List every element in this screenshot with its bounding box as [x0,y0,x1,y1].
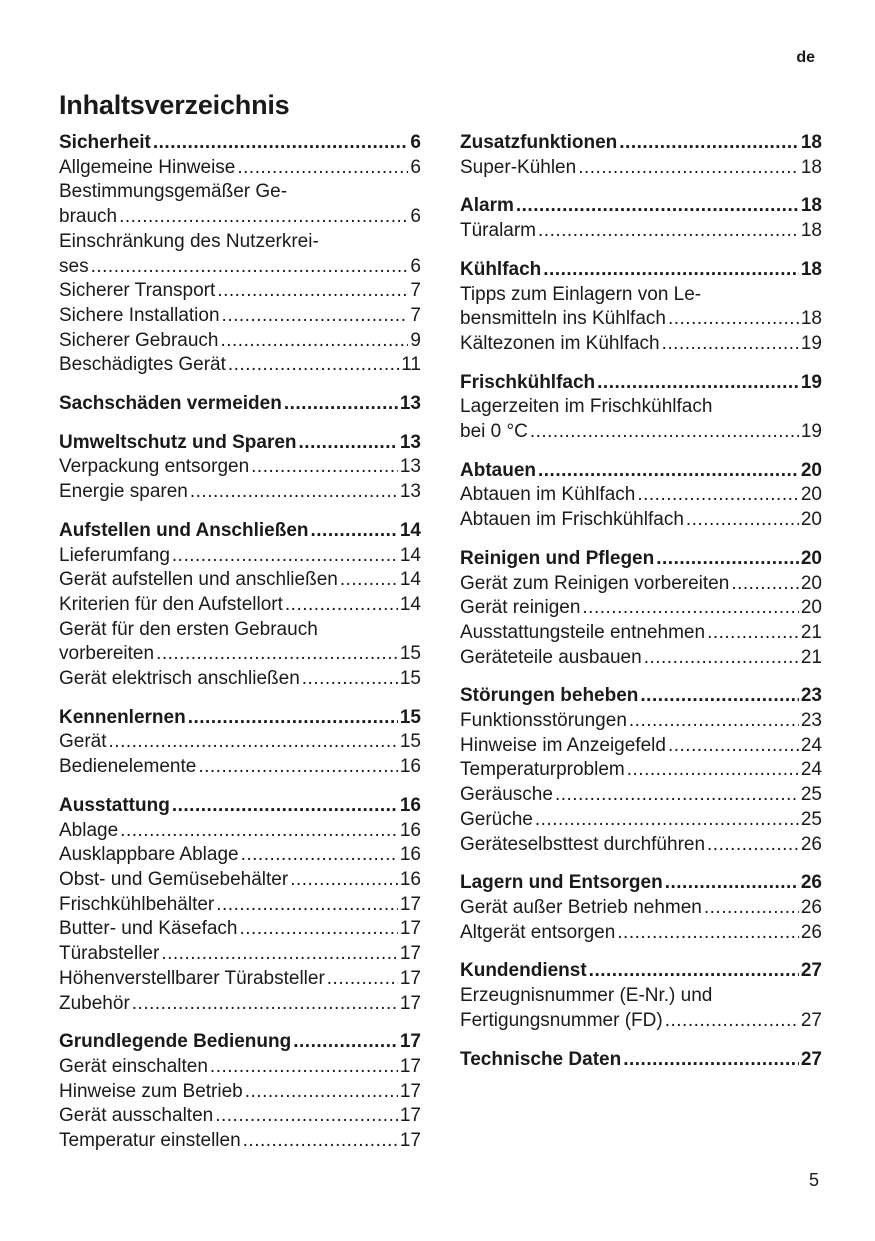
toc-entry[interactable] [59,992,421,1017]
dot-leader [538,219,799,244]
toc-entry-page: 6 [410,255,421,277]
dot-leader [640,684,798,709]
toc-entry[interactable] [59,568,421,593]
dot-leader [216,893,398,918]
toc-heading-label: Sicherheit [59,132,151,153]
toc-entry-page: 19 [800,421,822,443]
toc-entry-label: Sicherer Transport [59,280,216,302]
toc-heading-label: Sachschäden vermeiden [59,393,282,415]
toc-entry[interactable] [460,833,822,858]
toc-entry-label: Butter- und Käsefach [59,918,238,940]
toc-entry-page: 25 [800,784,822,806]
toc-entry-page: 15 [399,731,421,753]
toc-right-column [460,131,822,1086]
dot-leader [228,353,399,378]
dot-leader [665,1009,799,1034]
toc-entry-page: 14 [399,569,421,591]
toc-entry[interactable] [460,483,822,508]
toc-entry[interactable] [59,942,421,967]
dot-leader [91,255,409,280]
toc-entry-page: 24 [800,759,822,781]
toc-entry-label: Gerät ausschalten [59,1105,214,1127]
toc-heading[interactable] [460,258,822,283]
toc-entry-label: Gerät elektrisch anschließen [59,668,300,690]
toc-entry-label: Geräusche [460,784,553,806]
toc-heading-page: 6 [410,132,421,153]
toc-entry[interactable] [460,921,822,946]
toc-entry-label: Geräteteile ausbauen [460,646,642,668]
dot-leader [198,755,398,780]
toc-section [460,258,822,357]
toc-entry-label: Sicherer Gebrauch [59,329,219,351]
dot-leader [535,808,799,833]
toc-entry-page: 19 [800,332,822,354]
toc-section [59,431,421,505]
toc-section [59,1030,421,1154]
toc-entry[interactable] [59,755,421,780]
dot-leader [340,568,398,593]
dot-leader [172,794,398,819]
toc-section [59,794,421,1016]
toc-entry[interactable] [59,667,421,692]
toc-heading[interactable] [460,959,822,984]
dot-leader [555,783,799,808]
toc-entry-page: 6 [410,206,421,228]
toc-heading-label: Umweltschutz und Sparen [59,431,297,453]
toc-entry[interactable] [59,329,421,354]
dot-leader [707,621,799,646]
toc-entry-page: 13 [399,481,421,503]
toc-section [460,459,822,533]
toc-entry-label: Frischkühlbehälter [59,893,215,915]
toc-entry-page: 14 [399,593,421,615]
toc-heading-label: Alarm [460,195,514,217]
toc-heading[interactable] [59,392,421,417]
dot-leader [327,967,398,992]
toc-entry-label: Gerüche [460,808,533,830]
toc-heading[interactable] [59,131,421,156]
dot-leader [662,332,799,357]
toc-heading-page: 18 [800,258,822,280]
toc-entry-page: 15 [399,668,421,690]
toc-entry[interactable] [59,1129,421,1154]
toc-entry-page: 17 [399,1080,421,1102]
toc-entry-page: 9 [410,329,421,351]
toc-entry[interactable] [460,420,822,445]
toc-entry-label: brauch [59,206,118,228]
dot-leader [222,304,409,329]
dot-leader [190,480,398,505]
toc-entry-page: 7 [410,280,421,302]
toc-heading-page: 15 [399,706,421,728]
toc-entry-label: ses [59,255,89,277]
toc-entry[interactable] [59,730,421,755]
dot-leader [627,758,799,783]
toc-entry-page: 21 [800,646,822,668]
dot-leader [132,992,398,1017]
dot-leader [237,156,408,181]
toc-entry-page: 17 [399,893,421,915]
toc-left-column [59,131,421,1168]
dot-leader [188,706,398,731]
toc-entry[interactable] [59,1080,421,1105]
toc-section [59,392,421,417]
toc-entry-page: 17 [399,1105,421,1127]
dot-leader [245,1080,398,1105]
toc-entry-page: 20 [800,509,822,531]
toc-heading-page: 20 [800,547,822,569]
toc-entry-page: 11 [401,354,421,376]
dot-leader [644,646,799,671]
dot-leader [311,519,398,544]
toc-entry-label: Gerät [59,731,107,753]
toc-heading-page: 14 [399,519,421,541]
toc-heading-page: 27 [800,1048,822,1070]
toc-heading-label: Reinigen und Pflegen [460,547,655,569]
language-code: de [796,49,815,66]
toc-entry-page: 16 [399,756,421,778]
dot-leader [668,734,799,759]
toc-heading[interactable] [460,371,822,396]
dot-leader [290,868,398,893]
toc-heading-label: Zusatzfunktionen [460,132,618,153]
toc-heading-page: 19 [800,371,822,393]
toc-entry-page: 17 [399,943,421,965]
dot-leader [109,730,398,755]
toc-entry[interactable] [460,1009,822,1034]
toc-entry-label: Geräteselbsttest durchführen [460,833,706,855]
toc-entry-label: Ausklappbare Ablage [59,844,239,866]
dot-leader [668,307,799,332]
toc-entry[interactable] [460,307,822,332]
toc-entry-page: 18 [800,220,822,242]
toc-section [460,1048,822,1073]
dot-leader [665,871,799,896]
toc-entry-page: 6 [410,156,421,178]
toc-heading-page: 18 [800,132,822,153]
page-title: Inhaltsverzeichnis [59,90,290,120]
toc-heading[interactable] [460,194,822,219]
dot-leader [241,843,398,868]
toc-heading[interactable] [460,459,822,484]
dot-leader [707,833,799,858]
toc-entry-label: Temperaturproblem [460,759,625,781]
dot-leader [210,1055,398,1080]
dot-leader [578,156,799,181]
toc-entry-label: Temperatur einstellen [59,1130,241,1152]
toc-entry-page: 15 [399,643,421,665]
toc-heading[interactable] [460,1048,822,1073]
dot-leader [243,1129,398,1154]
toc-entry-label: Gerät einschalten [59,1055,208,1077]
toc-entry-label: Gerät aufstellen und anschließen [59,569,338,591]
dot-leader [582,596,798,621]
toc-heading-label: Kundendienst [460,960,587,982]
toc-entry-label: Funktionsstörungen [460,710,627,732]
toc-entry-label: Gerät reinigen [460,597,581,619]
toc-heading-page: 26 [800,872,822,894]
toc-entry-label: Gerät zum Reinigen vorbereiten [460,572,730,594]
dot-leader [251,455,398,480]
toc-entry[interactable] [59,279,421,304]
toc-entry-page: 26 [800,921,822,943]
toc-entry-line: Tipps zum Einlagern von Le- [460,283,702,305]
toc-entry[interactable] [460,896,822,921]
toc-entry[interactable] [460,508,822,533]
dot-leader [299,431,398,456]
dot-leader [220,329,408,354]
toc-entry[interactable] [460,734,822,759]
toc-entry-label: Hinweise im Anzeigefeld [460,734,666,756]
toc-heading[interactable] [59,431,421,456]
dot-leader [637,483,799,508]
toc-entry[interactable] [460,156,822,181]
toc-entry-page: 13 [399,456,421,478]
toc-entry-label: Obst- und Gemüsebehälter [59,868,289,890]
dot-leader [617,921,799,946]
toc-entry-page: 17 [399,992,421,1014]
toc-heading-page: 18 [800,195,822,217]
toc-entry[interactable] [59,544,421,569]
toc-entry[interactable] [59,304,421,329]
toc-entry-line: Erzeugnisnummer (E-Nr.) und [460,985,713,1007]
toc-entry[interactable] [59,967,421,992]
toc-entry[interactable] [59,1055,421,1080]
toc-entry-line: Einschränkung des Nutzerkrei- [59,230,319,252]
toc-section [460,871,822,945]
toc-heading-page: 17 [399,1031,421,1053]
toc-entry[interactable] [59,868,421,893]
dot-leader [530,420,799,445]
toc-entry-label: Lieferumfang [59,544,170,566]
dot-leader [120,819,398,844]
toc-heading[interactable] [460,684,822,709]
dot-leader [161,942,398,967]
toc-heading-page: 13 [399,393,421,415]
toc-heading-page: 27 [800,960,822,982]
toc-entry-page: 21 [800,621,822,643]
toc-entry-line: Lagerzeiten im Frischkühlfach [460,396,713,418]
toc-entry-label: Bedienelemente [59,756,197,778]
toc-entry-page: 20 [800,484,822,506]
toc-entry[interactable] [59,593,421,618]
dot-leader [156,642,398,667]
dot-leader [629,709,799,734]
dot-leader [119,205,408,230]
toc-heading-label: Lagern und Entsorgen [460,872,663,894]
dot-leader [217,279,408,304]
dot-leader [172,544,398,569]
dot-leader [656,547,799,572]
toc-entry-label: bensmitteln ins Kühlfach [460,308,666,330]
toc-section [460,684,822,857]
toc-entry-page: 23 [800,710,822,732]
toc-entry-label: Abtauen im Kühlfach [460,484,636,506]
toc-entry-page: 14 [399,544,421,566]
toc-heading[interactable] [59,519,421,544]
toc-entry[interactable] [460,332,822,357]
dot-leader [731,572,799,597]
toc-heading-page: 20 [800,459,822,481]
toc-heading-page: 13 [399,431,421,453]
toc-entry-label: Beschädigtes Gerät [59,354,226,376]
toc-entry[interactable] [59,353,421,378]
toc-section [460,194,822,243]
dot-leader [704,896,799,921]
dot-leader [302,667,398,692]
toc-entry-page: 24 [800,734,822,756]
toc-heading-label: Ausstattung [59,794,170,816]
toc-entry-page: 17 [399,918,421,940]
toc-entry[interactable] [59,819,421,844]
toc-section [59,706,421,780]
toc-entry[interactable] [59,455,421,480]
toc-entry-label: Allgemeine Hinweise [59,156,236,178]
toc-entry-label: Höhenverstellbarer Türabsteller [59,967,325,989]
dot-leader [597,371,799,396]
toc-heading[interactable] [460,547,822,572]
toc-entry[interactable] [59,156,421,181]
toc-heading-label: Frischkühlfach [460,371,596,393]
dot-leader [623,1048,799,1073]
dot-leader [240,917,398,942]
toc-entry-page: 18 [800,308,822,330]
toc-heading-label: Kennenlernen [59,706,186,728]
toc-entry-label: vorbereiten [59,643,155,665]
toc-entry-page: 25 [800,808,822,830]
toc-heading-label: Grundlegende Bedienung [59,1031,292,1053]
toc-heading[interactable] [460,871,822,896]
toc-entry[interactable] [460,621,822,646]
dot-leader [153,131,409,156]
toc-entry-page: 16 [399,819,421,841]
toc-heading[interactable] [59,1030,421,1055]
toc-entry-label: Kältezonen im Kühlfach [460,332,660,354]
toc-heading-page: 23 [800,685,822,707]
toc-section [460,959,822,1033]
toc-entry-page: 20 [800,597,822,619]
dot-leader [293,1030,398,1055]
toc-entry[interactable] [460,596,822,621]
dot-leader [619,131,799,156]
toc-heading-label: Abtauen [460,459,536,481]
toc-entry-label: Altgerät entsorgen [460,921,616,943]
toc-entry-page: 17 [399,1130,421,1152]
toc-entry[interactable] [59,843,421,868]
dot-leader [589,959,799,984]
toc-section [460,131,822,180]
toc-section [59,519,421,692]
toc-entry-label: Ablage [59,819,119,841]
toc-entry-page: 26 [800,833,822,855]
toc-entry-label: Fertigungsnummer (FD) [460,1009,663,1031]
toc-entry[interactable] [59,205,421,230]
toc-entry-label: Hinweise zum Betrieb [59,1080,243,1102]
toc-entry[interactable] [59,480,421,505]
toc-entry-label: Super-Kühlen [460,156,577,178]
toc-entry[interactable] [59,893,421,918]
toc-entry-page: 7 [410,304,421,326]
toc-entry[interactable] [59,1104,421,1129]
toc-entry[interactable] [460,219,822,244]
toc-entry-page: 20 [800,572,822,594]
toc-entry-page: 27 [800,1009,822,1031]
toc-entry-label: Kriterien für den Aufstellort [59,593,283,615]
toc-entry-line: Gerät für den ersten Gebrauch [59,618,318,640]
dot-leader [284,392,398,417]
toc-entry-line: Bestimmungsgemäßer Ge- [59,181,288,203]
dot-leader [543,258,799,283]
toc-entry-label: Türalarm [460,220,537,242]
toc-entry-label: Ausstattungsteile entnehmen [460,621,706,643]
toc-entry-page: 16 [399,844,421,866]
dot-leader [215,1104,398,1129]
toc-heading[interactable] [460,131,822,156]
toc-heading-label: Störungen beheben [460,685,639,707]
toc-entry[interactable] [59,642,421,667]
toc-heading[interactable] [59,794,421,819]
toc-section [59,131,421,378]
toc-entry[interactable] [59,917,421,942]
toc-heading-label: Kühlfach [460,258,542,280]
toc-entry-label: Verpackung entsorgen [59,456,250,478]
toc-heading-page: 16 [399,794,421,816]
toc-entry-label: Türabsteller [59,943,160,965]
toc-entry[interactable] [460,709,822,734]
toc-entry[interactable] [460,783,822,808]
toc-heading-label: Technische Daten [460,1048,622,1070]
toc-entry[interactable] [460,808,822,833]
dot-leader [285,593,398,618]
toc-section [460,547,822,671]
toc-entry-label: Zubehör [59,992,130,1014]
toc-entry-label: Gerät außer Betrieb nehmen [460,896,702,918]
dot-leader [538,459,799,484]
toc-entry[interactable] [460,572,822,597]
toc-entry-label: bei 0 °C [460,421,528,443]
toc-entry-page: 17 [399,967,421,989]
dot-leader [686,508,799,533]
toc-entry-label: Energie sparen [59,481,188,503]
toc-entry[interactable] [460,758,822,783]
toc-heading[interactable] [59,706,421,731]
toc-entry-page: 17 [399,1055,421,1077]
toc-entry-label: Abtauen im Frischkühlfach [460,509,684,531]
toc-section [460,371,822,445]
toc-entry-label: Sichere Installation [59,304,220,326]
toc-entry[interactable] [460,646,822,671]
toc-entry-page: 18 [800,156,822,178]
page-number: 5 [808,1170,819,1190]
toc-entry-page: 26 [800,896,822,918]
toc-entry[interactable] [59,255,421,280]
toc-heading-label: Aufstellen und Anschließen [59,519,309,541]
dot-leader [516,194,799,219]
toc-entry-page: 16 [399,868,421,890]
